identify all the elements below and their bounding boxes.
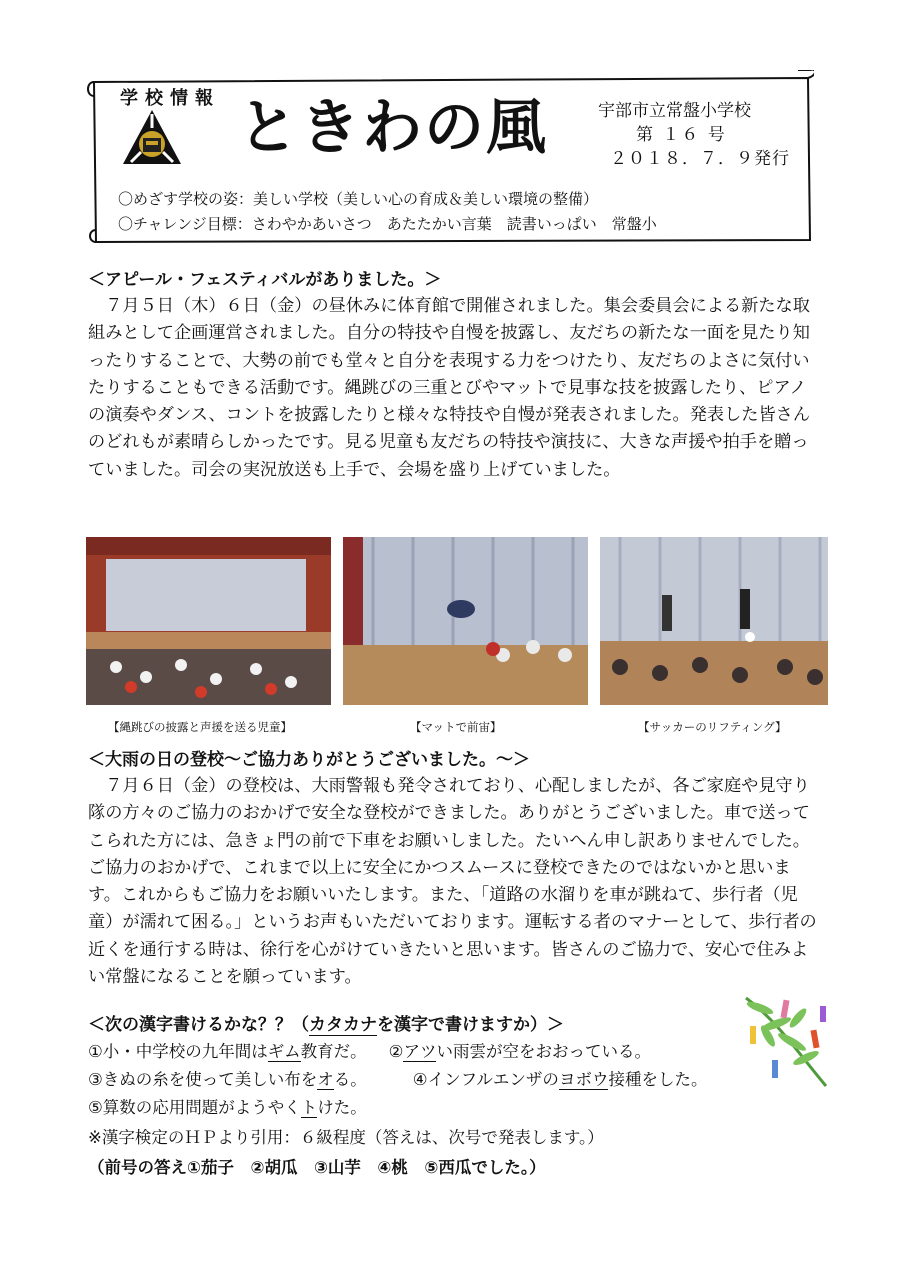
kanji-heading-pre: ＜次の漢字書けるかな？？（ [88,1015,309,1035]
photo-jump-rope [86,537,331,705]
section-heading-kanji-quiz [88,1010,564,1035]
quiz-item-5: ⑤算数の応用問題がようやくトけた。 [88,1098,367,1117]
section-body-rainy-day: ７月６日（金）の登校は、大雨警報も発令されており、心配しましたが、各ご家庭や見守り隊の方々のご協力のおかげで安全な登校ができました。ありがとうございました。車で送ってこられた方には、急きょ門の前で下車をお願いしました。たいへん申し訳ありませんでした。ご協力のおかげで、これまで以上に安全にかつスムースに登校できたのではないかと思います。これからもご協力をお願いいたします。また、「道路の水溜りを車が跳ねて、歩行者（児童）が濡れて困る。」というお声もいただいております。運転する者のマナーとして、歩行者の近くを通行する時は、徐行を心がけていきたいと思います。皆さんのご協力で、安心で住みよい常盤になることを願っています。 [88,776,817,988]
kanji-quiz-line-2 [88,1066,707,1090]
previous-answers: （前号の答え①茄子 ②胡瓜 ③山芋 ④桃 ⑤西瓜でした。） [88,1158,546,1177]
photo-mat-flip [343,537,588,705]
photo-caption-soccer: 【サッカーのリフティング】 [638,720,787,734]
kanji-heading-post: を漢字で書けますか）＞ [377,1015,564,1035]
quiz-item-4: ④インフルエンザのヨボウ接種をした。 [412,1070,708,1089]
section-heading-rainy-day: ＜大雨の日の登校～ご協力ありがとうございました。～＞ [88,750,530,770]
kanji-heading-kana: カタカナ [309,1015,377,1035]
kanji-quiz-line-3 [88,1094,367,1118]
tanabata-bamboo-illustration [736,990,836,1094]
issue-date: ２０１８．７．９発行 [610,149,790,169]
quiz-item-2: ②アツい雨雲が空をおおっている。 [388,1042,651,1061]
section-heading-appeal-festival: ＜アピール・フェスティバルがありました。＞ [88,270,442,290]
issue-number: 第 １６ 号 [636,125,727,145]
challenge-goal-line: 〇チャレンジ目標：さわやかあいさつ あたたかい言葉 読書いっぱい 常盤小 [118,215,657,233]
photo-soccer-lifting [600,537,828,705]
school-goal-line: 〇めざす学校の姿：美しい学校（美しい心の育成＆美しい環境の整備） [118,190,599,208]
school-name: 宇部市立常盤小学校 [598,101,751,121]
photo-caption-jump-rope: 【縄跳びの披露と声援を送る児童】 [108,720,292,734]
quiz-item-1: ①小・中学校の九年間はギム教育だ。 [88,1042,367,1061]
quiz-item-3: ③きぬの糸を使って美しい布をオる。 [88,1070,367,1089]
school-emblem [121,108,183,174]
kanji-quiz-line-1 [88,1038,651,1062]
kanji-source-note: ※漢字検定のＨＰより引用：６級程度（答えは、次号で発表します。） [88,1128,604,1147]
newsletter-title: ときわの風 [238,93,548,163]
photo-caption-mat-flip: 【マットで前宙】 [410,720,502,734]
header-label: 学校情報 [120,88,220,109]
section-body-appeal-festival: ７月５日（木）６日（金）の昼休みに体育館で開催されました。集会委員会による新たな取組みとして企画運営されました。自分の特技や自慢を披露し、友だちの新たな一面を見たり知ったりすることで、大勢の前でも堂々と自分を表現する力をつけたり、友だちのよさに気付いたりすることもできる活動です。縄跳びの三重とびやマットで見事な技を披露したり、ピアノの演奏やダンス、コントを披露したりと様々な特技や自慢が発表されました。発表した皆さんのどれもが素晴らしかったです。見る児童も友だちの特技や演技に、大きな声援や拍手を贈っていました。司会の実況放送も上手で、会場を盛り上げていました。 [88,296,811,480]
